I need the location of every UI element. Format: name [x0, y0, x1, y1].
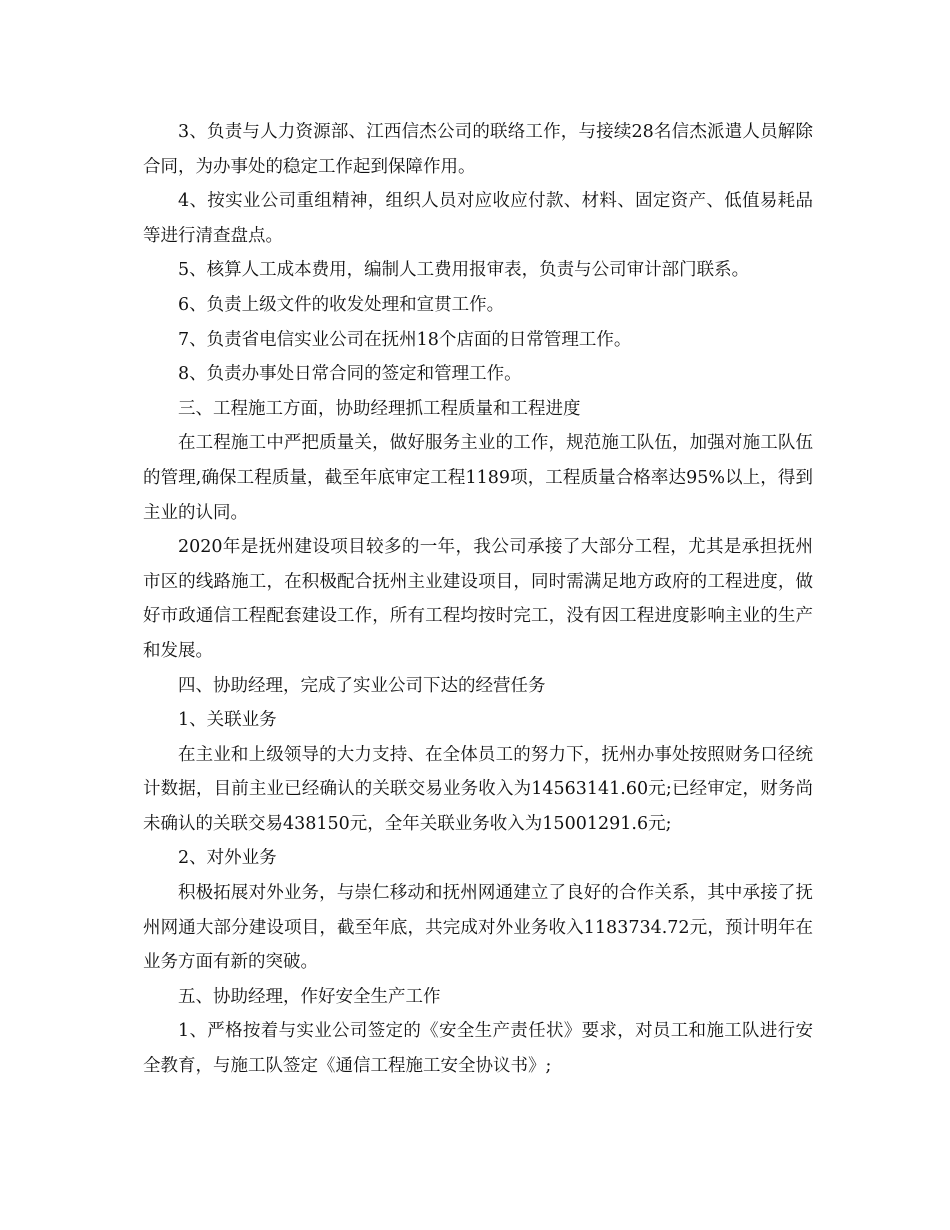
paragraph-item-6: 6、负责上级文件的收发处理和宣贯工作。 — [178, 294, 505, 315]
subheading-related-business: 1、关联业务 — [178, 710, 277, 731]
paragraph-item-7: 7、负责省电信实业公司在抚州18个店面的日常管理工作。 — [178, 329, 632, 350]
paragraph-related-business-revenue: 在主业和上级领导的大力支持、在全体员工的努力下，抚州办事处按照财务口径统计数据，目前主业已经确认的关联交易业务收入为14563141.60元;已经审定，财务尚未确认的关联交易438150元，全年关联业务收入为15001291.6元; — [143, 744, 813, 834]
document-body — [143, 115, 813, 1084]
paragraph-item-3: 3、负责与人力资源部、江西信杰公司的联络工作，与接续28名信杰派遣人员解除合同，为办事处的稳定工作起到保障作用。 — [143, 122, 813, 177]
paragraph-item-4: 4、按实业公司重组精神，组织人员对应收应付款、材料、固定资产、低值易耗品等进行清查盘点。 — [143, 191, 813, 246]
section-heading-engineering: 三、工程施工方面，协助经理抓工程质量和工程进度 — [178, 398, 581, 419]
subheading-external-business: 2、对外业务 — [178, 848, 277, 869]
section-heading-safety: 五、协助经理，作好安全生产工作 — [178, 986, 441, 1007]
paragraph-safety-item-1: 1、严格按着与实业公司签定的《安全生产责任状》要求，对员工和施工队进行安全教育，与施工队签定《通信工程施工安全协议书》; — [143, 1021, 813, 1077]
paragraph-2020-projects: 2020年是抚州建设项目较多的一年，我公司承接了大部分工程，尤其是承担抚州市区的线路施工，在积极配合抚州主业建设项目，同时需满足地方政府的工程进度，做好市政通信工程配套建设工作，所有工程均按时完工，没有因工程进度影响主业的生产和发展。 — [143, 537, 813, 661]
paragraph-item-8: 8、负责办事处日常合同的签定和管理工作。 — [178, 364, 522, 385]
paragraph-item-5: 5、核算人工成本费用，编制人工费用报审表，负责与公司审计部门联系。 — [178, 260, 750, 281]
paragraph-quality-control: 在工程施工中严把质量关，做好服务主业的工作，规范施工队伍，加强对施工队伍的管理,确保工程质量，截至年底审定工程1189项，工程质量合格率达95%以上，得到主业的认同。 — [143, 433, 813, 523]
section-heading-business-tasks: 四、协助经理，完成了实业公司下达的经营任务 — [178, 675, 546, 696]
paragraph-external-business-revenue: 积极拓展对外业务，与崇仁移动和抚州网通建立了良好的合作关系，其中承接了抚州网通大部分建设项目，截至年底，共完成对外业务收入1183734.72元，预计明年在业务方面有新的突破。 — [143, 883, 813, 973]
